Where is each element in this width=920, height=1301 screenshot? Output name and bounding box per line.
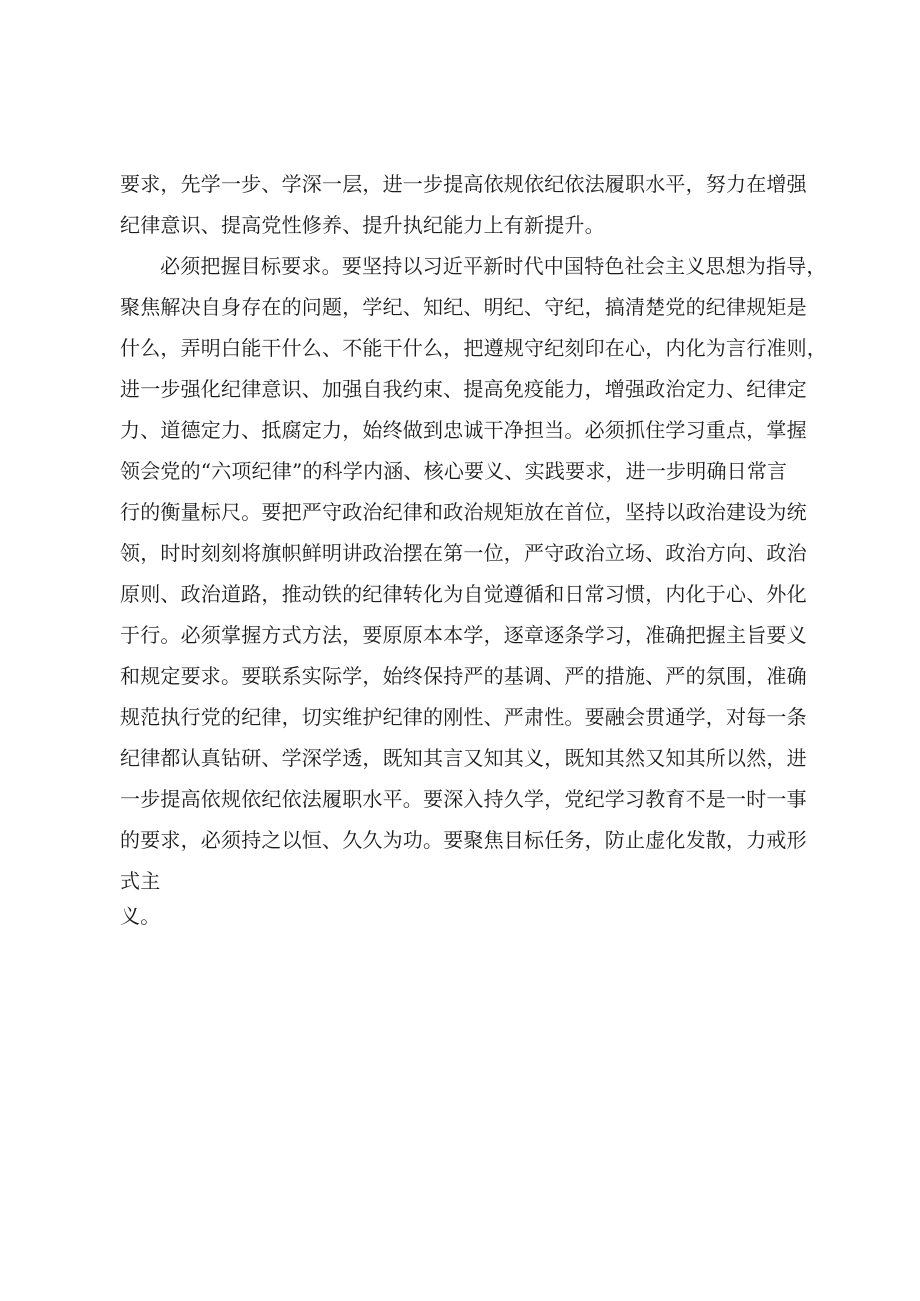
text-line-8: 领会党的“六项纪律”的科学内涵、核心要义、实践要求，进一步明确日常言 [120,459,788,483]
text-line-13: 和规定要求。要联系实际学，始终保持严的基调、严的措施、严的氛围，准确 [120,664,807,688]
text-line-15: 纪律都认真钻研、学深学透，既知其言又知其义，既知其然又知其所以然，进 [120,746,807,770]
text-line-19: 义。 [120,904,161,928]
text-line-12: 于行。必须掌握方式方法，要原原本本学，逐章逐条学习，准确把握主旨要义 [120,623,807,647]
text-line-14: 规范执行党的纪律，切实维护纪律的刚性、严肃性。要融会贯通学，对每一条 [120,705,807,729]
text-line-7: 力、道德定力、抵腐定力，始终做到忠诚干净担当。必须抓住学习重点，掌握 [120,418,807,442]
text-line-6: 进一步强化纪律意识、加强自我约束、提高免疫能力，增强政治定力、纪律定 [120,377,807,401]
text-line-4: 聚焦解决自身存在的问题，学纪、知纪、明纪、守纪，搞清楚党的纪律规矩是 [120,295,807,319]
text-line-2: 纪律意识、提高党性修养、提升执纪能力上有新提升。 [120,213,605,237]
paragraph-start-line: 必须把握目标要求。要坚持以习近平新时代中国特色社会主义思想为指导， [160,254,827,278]
text-line-17: 的要求，必须持之以恒、久久为功。要聚焦目标任务，防止虚化发散，力戒形 [120,828,807,852]
text-line-16: 一步提高依规依纪依法履职水平。要深入持久学，党纪学习教育不是一时一事 [120,787,807,811]
text-line-1: 要求，先学一步、学深一层，进一步提高依规依纪依法履职水平，努力在增强 [120,172,807,196]
text-line-9: 行的衡量标尺。要把严守政治纪律和政治规矩放在首位，坚持以政治建设为统 [120,500,807,524]
text-line-11: 原则、政治道路，推动铁的纪律转化为自觉遵循和日常习惯，内化于心、外化 [120,582,807,606]
document-body [120,164,827,930]
text-line-18: 式主 [120,869,161,893]
text-line-5: 什么，弄明白能干什么、不能干什么，把遵规守纪刻印在心，内化为言行准则， [120,336,827,360]
text-line-10: 领，时时刻刻将旗帜鲜明讲政治摆在第一位，严守政治立场、政治方向、政治 [120,541,807,565]
